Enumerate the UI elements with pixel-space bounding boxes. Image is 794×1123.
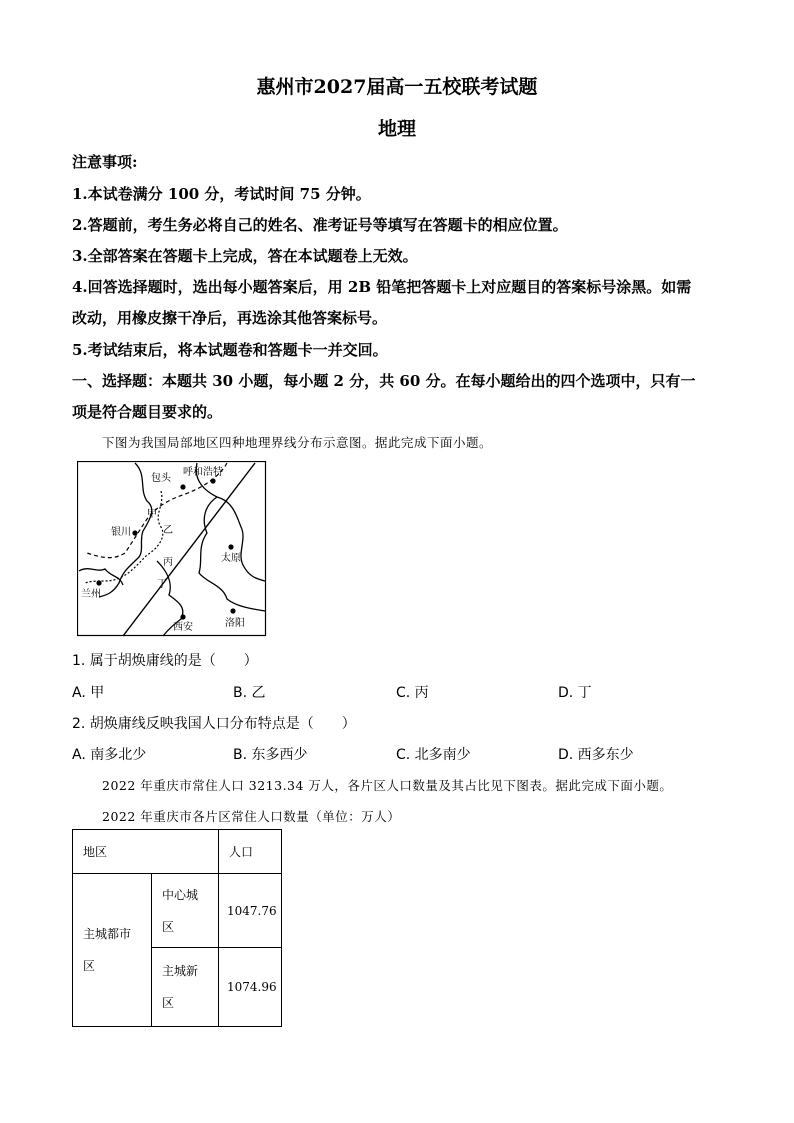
label-baotou: 包头: [151, 473, 171, 484]
header-region-cell: [73, 830, 219, 874]
question-1-stem: 1. 属于胡焕庸线的是（ ）: [72, 653, 258, 669]
chongqing-intro: 2022 年重庆市常住人口 3213.34 万人，各片区人口数量及其占比见下图表。据此完成下面小题。: [102, 778, 673, 793]
city-dot-yinchuan: [132, 530, 137, 535]
header-pop: 人口: [229, 844, 254, 859]
value-cell: [219, 948, 282, 1027]
city-dot-huhehaote: [210, 478, 215, 483]
notice-item: 5.考试结束后，将本试题卷和答题卡一并交回。: [72, 341, 388, 359]
map-intro: 下图为我国局部地区四种地理界线分布示意图。据此完成下面小题。: [102, 435, 493, 450]
city-dot-xian: [180, 614, 185, 619]
question-1-option-c[interactable]: C. 丙: [396, 685, 429, 701]
sub-label: 中心城区: [162, 887, 199, 934]
map-frame: [78, 462, 266, 636]
group-label: 主城都市区: [83, 927, 132, 973]
section-heading-cont: 项是符合题目要求的。: [72, 403, 223, 421]
sub-cell: [152, 948, 219, 1027]
question-2-option-b[interactable]: B. 东多西少: [233, 747, 308, 763]
question-2-option-a[interactable]: A. 南多北少: [72, 747, 147, 763]
question-1-option-d[interactable]: D. 丁: [558, 685, 592, 701]
sub-cell: [152, 874, 219, 948]
notice-item: 1.本试卷满分 100 分，考试时间 75 分钟。: [72, 185, 371, 203]
population-table: [72, 829, 282, 1027]
city-dot-luoyang: [230, 608, 235, 613]
group-cell: [73, 874, 152, 1027]
label-luoyang: 洛阳: [225, 618, 245, 629]
section-heading: 一、选择题：本题共 30 小题，每小题 2 分，共 60 分。在每小题给出的四个选项中，只有一: [72, 372, 696, 390]
header-region: 地区: [83, 844, 108, 859]
city-dot-baotou: [180, 484, 185, 489]
notice-heading: 注意事项:: [72, 153, 138, 171]
value-cell: [219, 874, 282, 948]
boundary-map: [77, 461, 267, 637]
notice-item: 2.答题前，考生务必将自己的姓名、准考证号等填写在答题卡的相应位置。: [72, 216, 568, 234]
subject-title: 地理: [377, 118, 416, 140]
exam-title: 惠州市2027届高一五校联考试题: [256, 76, 538, 98]
label-ding: 丁: [157, 579, 167, 590]
notice-item: 改动，用橡皮擦干净后，再选涂其他答案标号。: [72, 309, 388, 327]
sub-label: 主城新区: [162, 964, 199, 1010]
city-dot-lanzhou: [96, 580, 101, 585]
value-label: 1047.76: [227, 903, 277, 918]
label-huhehaote: 呼和浩特: [183, 467, 223, 478]
label-yi: 乙: [163, 525, 173, 536]
question-1-option-a[interactable]: A. 甲: [72, 685, 105, 701]
label-lanzhou: 兰州: [81, 589, 101, 600]
header-pop-cell: [219, 830, 282, 874]
label-xian: 西安: [173, 622, 193, 633]
table-title: 2022 年重庆市各片区常住人口数量（单位：万人）: [102, 809, 401, 824]
table-header-row: [73, 830, 282, 874]
question-2-stem: 2. 胡焕庸线反映我国人口分布特点是（ ）: [72, 716, 356, 732]
table-row: [73, 874, 282, 948]
label-bing: 丙: [163, 557, 173, 568]
label-jia: 甲: [147, 509, 157, 520]
question-1-option-b[interactable]: B. 乙: [233, 685, 266, 701]
question-2-option-c[interactable]: C. 北多南少: [396, 747, 471, 763]
label-yinchuan: 银川: [111, 527, 131, 538]
question-2-option-d[interactable]: D. 西多东少: [558, 747, 634, 763]
label-taiyuan: 太原: [221, 553, 241, 564]
value-label: 1074.96: [227, 980, 277, 994]
notice-item: 4.回答选择题时，选出每小题答案后，用 2B 铅笔把答题卡上对应题目的答案标号涂黑。如需: [72, 278, 692, 296]
notice-item: 3.全部答案在答题卡上完成，答在本试题卷上无效。: [72, 247, 418, 265]
city-dot-taiyuan: [228, 544, 233, 549]
